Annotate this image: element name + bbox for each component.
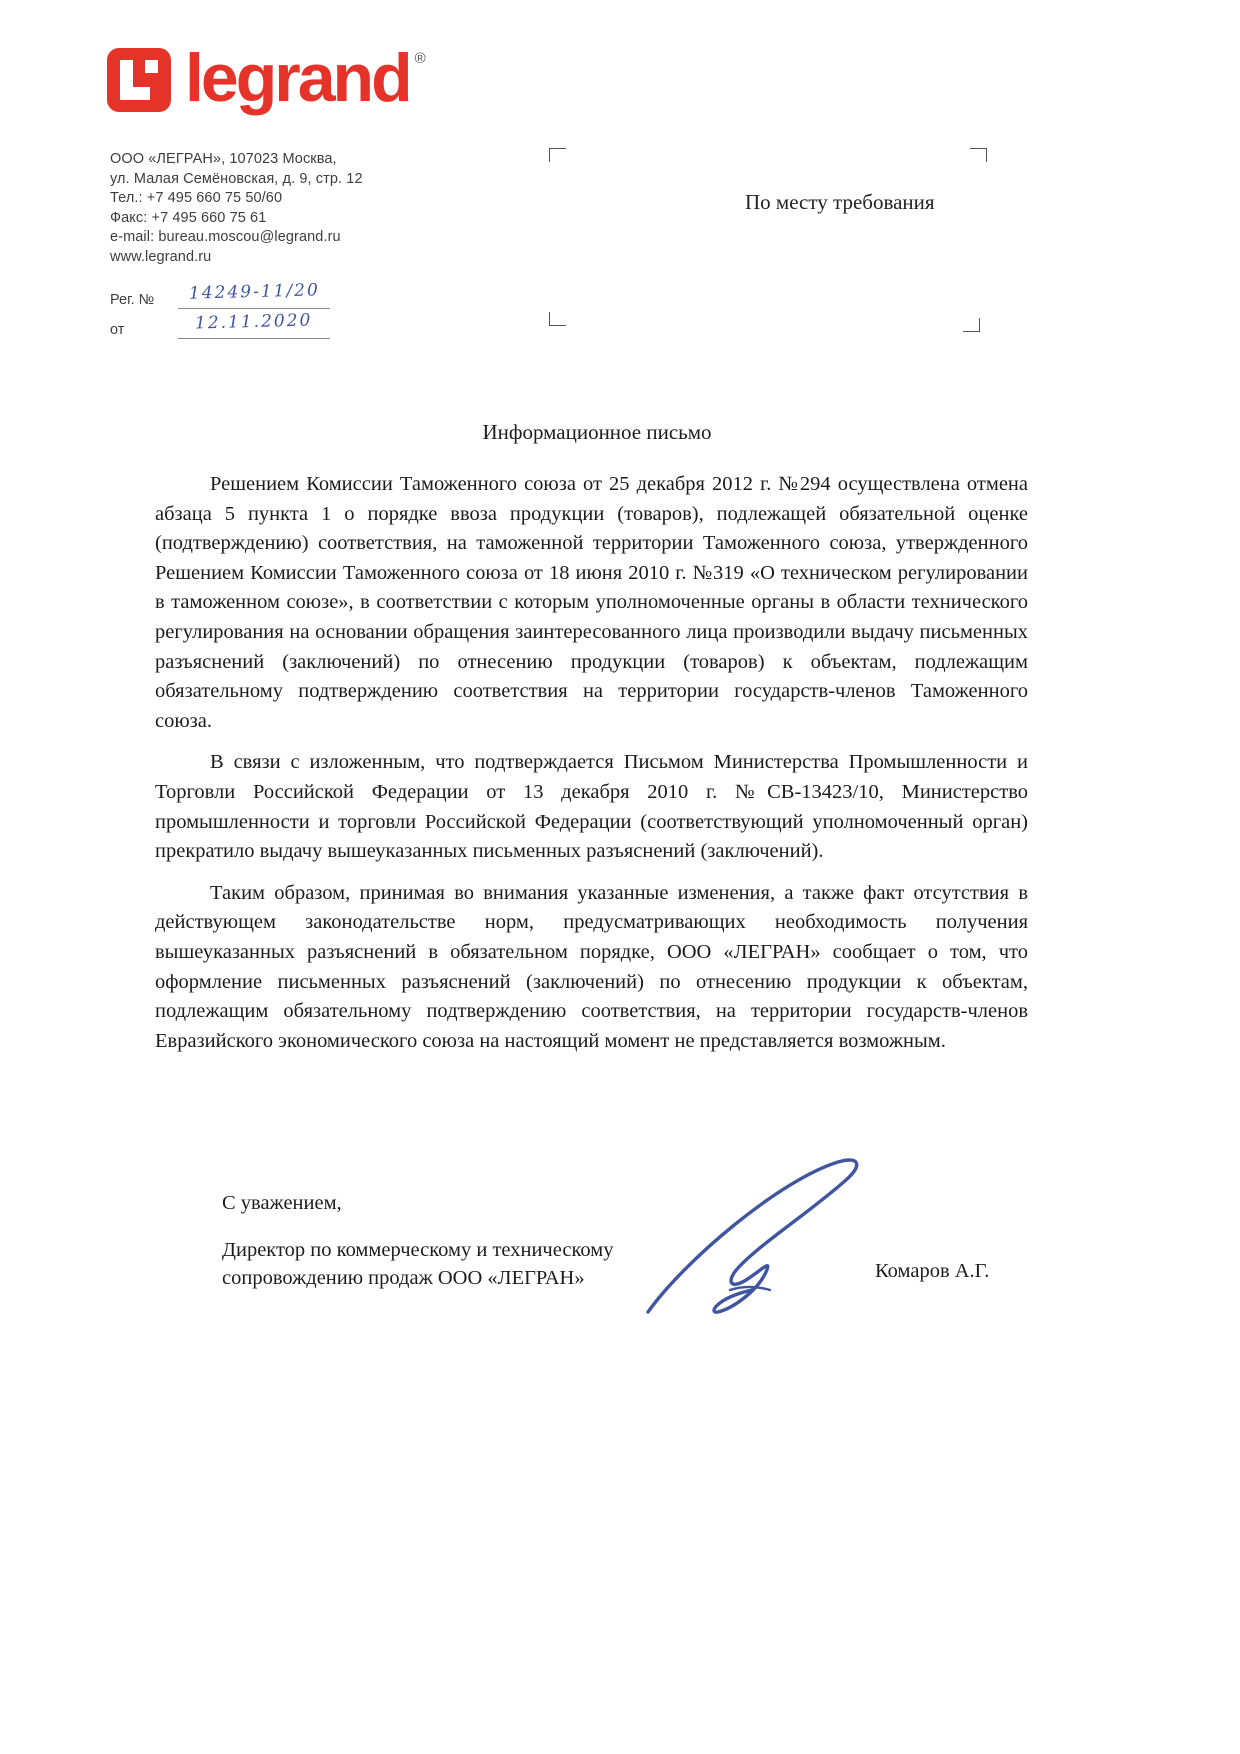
handwritten-signature-icon <box>630 1140 890 1330</box>
address-window-corner-bottom-right <box>963 318 980 332</box>
letter-paragraph-2: В связи с изложенным, что подтверждается Письмом Министерства Промышленности и Торговли Российской Федерации от 13 декабря 2010 г. №СВ-13423/10, Министерство промышленности и торговли Российской Федерации (соответствующий уполномоченный орган) прекратило выдачу вышеуказанных письменных разъяснений (заключений). <box>155 751 1028 863</box>
closing-line: С уважением, <box>222 1192 342 1214</box>
address-window-corner-bottom-left <box>549 312 566 326</box>
registered-trademark-symbol: ® <box>414 50 426 67</box>
address-window-corner-top-left <box>549 148 566 162</box>
address-window-corner-top-right <box>970 148 987 162</box>
company-website-line: www.legrand.ru <box>110 248 212 265</box>
registration-date-label: от <box>110 322 125 338</box>
registration-number-row <box>110 280 320 308</box>
signatory-title: Директор по коммерческому и техническому сопровождению продаж ООО «ЛЕГРАН» <box>222 1239 614 1289</box>
recipient-line: По месту требования <box>745 190 935 214</box>
brand-wordmark: legrand <box>185 40 410 116</box>
registration-date-handwritten: 12.11.2020 <box>195 310 313 334</box>
registration-date-row <box>110 310 313 338</box>
registration-number-label: Рег. № <box>110 292 155 308</box>
registration-number-field <box>178 282 330 309</box>
letter-body <box>155 470 1028 1068</box>
company-address-line: ул. Малая Семёновская, д. 9, стр. 12 <box>110 170 363 187</box>
company-contact-block <box>110 150 363 267</box>
company-email-line: e-mail: bureau.moscou@legrand.ru <box>110 229 341 245</box>
letter-paragraph-3: Таким образом, принимая во внимания указанные изменения, а также факт отсутствия в действующем законодательстве норм, предусматривающих необходимость получения вышеуказанных разъяснений в обязательном порядке, ООО «ЛЕГРАН» сообщает о том, что оформление письменных разъяснений (заключений) по отнесению продукции к объектам, подлежащим обязательному подтверждению соответствия, на территории государств-членов Евразийского экономического союза на настоящий момент не представляется возможным. <box>155 881 1028 1052</box>
legrand-logo-icon <box>107 48 171 112</box>
legrand-logo <box>107 40 426 116</box>
logo-square-dot-icon <box>145 60 158 73</box>
registration-date-field <box>178 312 330 339</box>
signatory-name: Комаров А.Г. <box>875 1260 990 1282</box>
company-name-line: ООО «ЛЕГРАН», 107023 Москва, <box>110 151 337 167</box>
company-phone-line: Тел.: +7 495 660 75 50/60 <box>110 190 283 206</box>
registration-number-handwritten: 14249-11/20 <box>188 280 320 304</box>
letter-title: Информационное письмо <box>482 420 712 444</box>
company-fax-line: Факс: +7 495 660 75 61 <box>110 209 267 226</box>
letter-paragraph-1: Решением Комиссии Таможенного союза от 25 декабря 2012 г. №294 осуществлена отмена абзаца 5 пункта 1 о порядке ввоза продукции (товаров), подлежащей обязательной оценке (подтверждению) соответствия, на таможенной территории Таможенного союза, утвержденного Решением Комиссии Таможенного союза от 18 июня 2010 г. №319 «О техническом регулировании в таможенном союзе», в соответствии с которым уполномоченные органы в области технического регулирования на основании обращения заинтересованного лица производили выдачу письменных разъяснений (заключений) по отнесению продукции (товаров) к объектам, подлежащим обязательному подтверждению соответствия на территории государств-членов Таможенного союза. <box>155 473 1028 732</box>
